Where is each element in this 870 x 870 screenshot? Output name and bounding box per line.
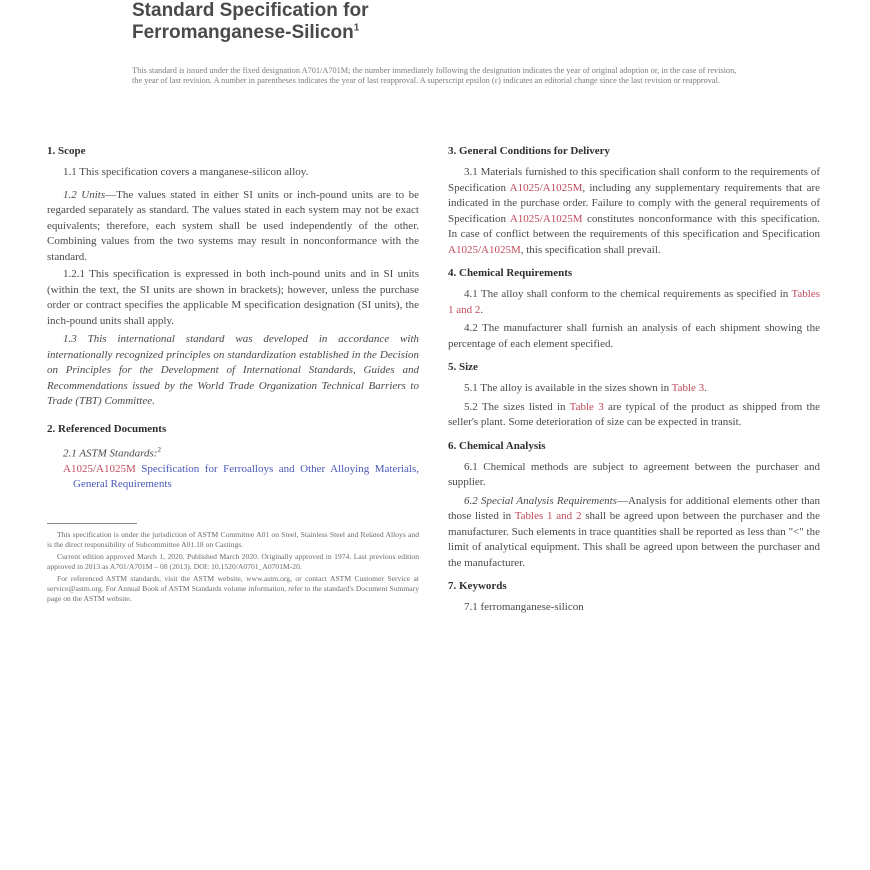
para-4-1: 4.1 The alloy shall conform to the chemical requirements as specified in Tables 1 and 2. — [448, 288, 820, 316]
spec-link-3[interactable]: A1025/A1025M — [448, 243, 521, 256]
designation-notice: This standard is issued under the fixed designation A701/A701M; the number immediately following the designation indicates the year of original adoption or, in the case of revision, the year of last revision. A number in parentheses indicates the year of last reapproval. A superscript epsilon (ε) indicates an editorial change since the last revision or reapproval. — [132, 66, 737, 85]
para-6-2: 6.2 Special Analysis Requirements—Analysis for additional elements other than those listed in Tables 1 and 2 shall be agreed upon between the purchaser and the manufacturer. Such elements in trace quantities shall be reported as less than "<" the limit of analytical equipment. This shall be agreed upon between the purchaser and the manufacturer. — [448, 494, 821, 569]
section-7-heading: 7. Keywords — [448, 580, 507, 592]
para-1-2: 1.2 Units—The values stated in either SI units or inch-pound units are to be regarded separately as standard. The values stated in each system may not be exact equivalents; therefore, each system shall be used independently of the other. Combining values from the two systems may result in nonconformance with the standard. — [47, 188, 419, 263]
spec-link-2[interactable]: A1025/A1025M — [509, 212, 583, 225]
section-3-heading: 3. General Conditions for Delivery — [448, 145, 611, 157]
para-2-1: 2.1 ASTM Standards:$^2$ — [63, 445, 161, 460]
para-1-2-1: 1.2.1 This specification is expressed in both inch-pound units and in SI units (within the text, the SI units are shown in brackets); however, unless the purchase order or contract specifies the applicable M specification designation (SI units), the inch-pound units shall apply. — [47, 268, 419, 327]
table-link-5-1[interactable]: Table 3 — [671, 382, 705, 394]
table-link-5-2[interactable]: Table 3 — [569, 400, 604, 413]
referenced-standard-link[interactable]: A1025/A1025M Specification for Ferroalloys and Other Alloying Materials, General Requirements — [63, 462, 420, 491]
para-6-1: 6.1 Chemical methods are subject to agreement between the purchaser and supplier. — [448, 460, 820, 488]
right-column — [448, 144, 820, 616]
para-1-3: 1.3 This international standard was developed in accordance with internationally recognized principles on standardization established in the Decision on Principles for the Development of International Standards, Guides and Recommendations issued by the World Trade Organization Technical Barriers to Trade (TBT) Committee. — [47, 333, 419, 407]
tables-link-4-1[interactable]: Tables 1 and 2 — [448, 288, 820, 316]
para-3-1: 3.1 Materials furnished to this specification shall conform to the requirements of Specification A1025/A1025M, including any supplementary requirements that are indicated in the purchase order. Failure to comply with the general requirements of Specification A1025/A1025M constitutes nonconformance with this specification. In case of conflict between the requirements of this specification and Specification A1025/A1025M, this specification shall prevail. — [448, 166, 820, 256]
section-1-heading: 1. Scope — [47, 145, 86, 157]
section-6-heading: 6. Chemical Analysis — [448, 439, 546, 452]
title-line-1: Standard Specification for — [132, 0, 369, 21]
footnote-1: This specification is under the jurisdiction of ASTM Committee A01 on Steel, Stainless Steel and Related Alloys and is the direct responsibility of Subcommittee A01.18 on Castings. — [47, 529, 419, 549]
para-5-1: 5.1 The alloy is available in the sizes shown in Table 3. — [464, 382, 707, 394]
tables-link-6-2[interactable]: Tables 1 and 2 — [514, 510, 582, 522]
title-line-2: Ferromanganese-Silicon$^1$ — [132, 22, 360, 43]
section-4-heading: 4. Chemical Requirements — [448, 267, 573, 279]
section-2-heading: 2. Referenced Documents — [47, 422, 167, 435]
para-5-2: 5.2 The sizes listed in Table 3 are typical of the product as shipped from the seller's plant. Some deterioration of size can be expected in transit. — [448, 400, 820, 428]
para-7-1: 7.1 ferromanganese-silicon — [464, 601, 584, 613]
document-title — [132, 0, 732, 44]
spec-link-1[interactable]: A1025/A1025M — [509, 181, 583, 194]
footnote-3: For referenced ASTM standards, visit the ASTM website, www.astm.org, or contact ASTM Customer Service at service@astm.org. For Annual Book of ASTM Standards volume information, refer to the standard's Document Summary page on the ASTM website. — [47, 573, 419, 603]
footnote-divider — [47, 523, 137, 524]
para-1-1: 1.1 This specification covers a manganese-silicon alloy. — [63, 166, 309, 178]
footnote-2: Current edition approved March 1, 2020. Published March 2020. Originally approved in 1974. Last previous edition approved in 2013 as A701/A701M – 08 (2013). DOI: 10.1520/A0701_A0701M-20. — [47, 551, 419, 571]
title-footnote-mark: 1 — [353, 22, 360, 34]
section-5-heading: 5. Size — [448, 361, 478, 373]
para-4-2: 4.2 The manufacturer shall furnish an analysis of each shipment showing the percentage of each element specified. — [448, 322, 820, 350]
left-column — [47, 144, 419, 606]
